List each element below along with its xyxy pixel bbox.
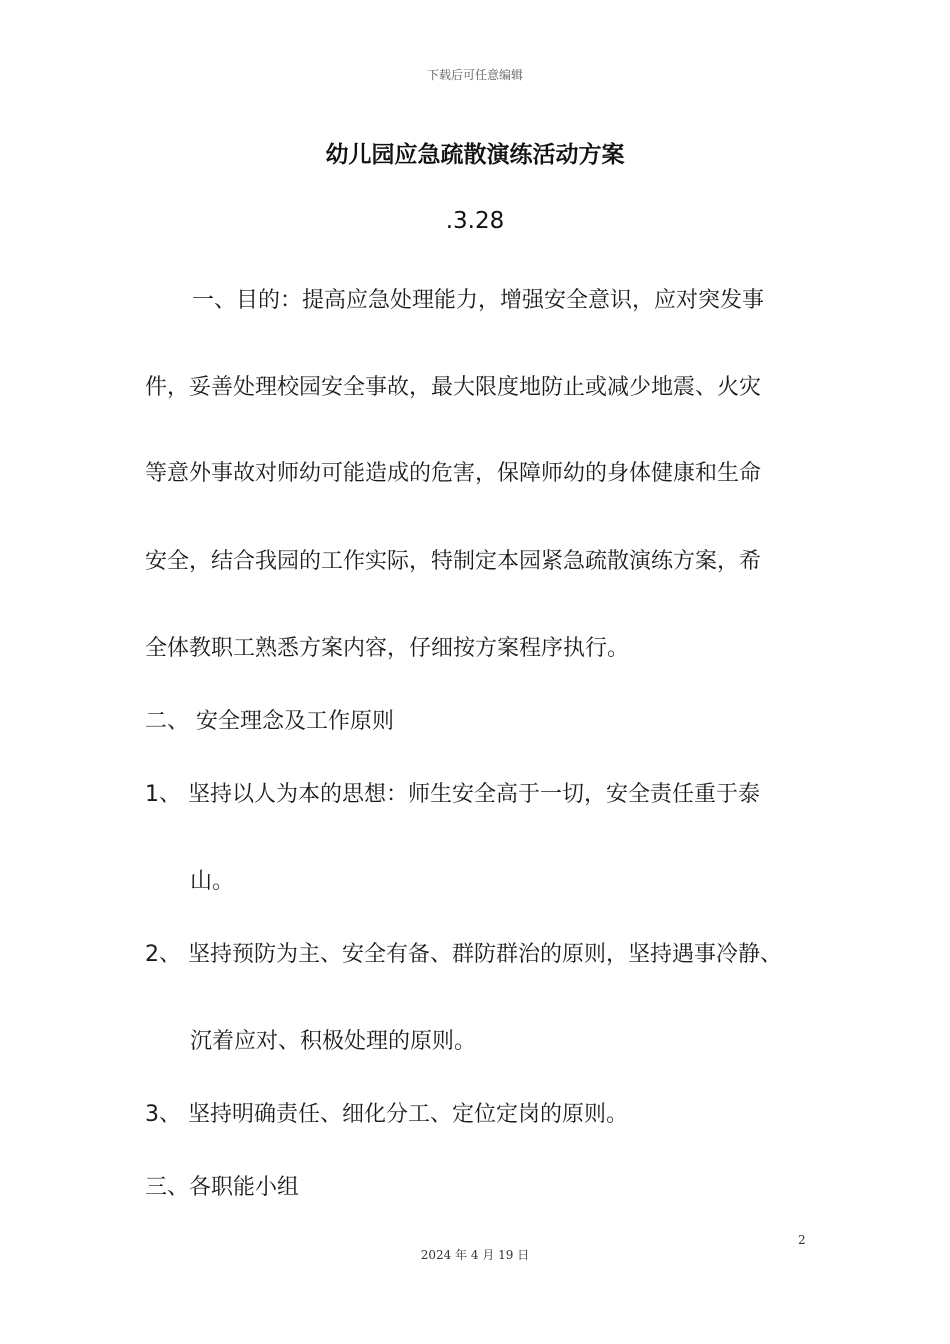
list-item: 3、 坚持明确责任、细化分工、定位定岗的原则。 bbox=[145, 1102, 628, 1127]
list-item: 2、 坚持预防为主、安全有备、群防群治的原则，坚持遇事冷静、 bbox=[145, 942, 782, 967]
paragraph-line: 全体教职工熟悉方案内容，仔细按方案程序执行。 bbox=[145, 636, 630, 661]
list-item: 1、 坚持以人为本的思想：师生安全高于一切，安全责任重于泰 bbox=[145, 782, 760, 807]
section-heading: 三、各职能小组 bbox=[145, 1175, 300, 1200]
paragraph-line: 安全，结合我园的工作实际，特制定本园紧急疏散演练方案，希 bbox=[145, 549, 762, 574]
paragraph-line: 件，妥善处理校园安全事故，最大限度地防止或减少地震、火灾 bbox=[145, 375, 762, 400]
footer-date: 2024 年 4 月 19 日 bbox=[420, 1248, 530, 1262]
document-date: .3.28 bbox=[445, 208, 505, 234]
paragraph-line: 一、目的：提高应急处理能力，增强安全意识，应对突发事 bbox=[192, 288, 765, 313]
document-title: 幼儿园应急疏散演练活动方案 bbox=[325, 142, 625, 168]
list-item-continuation: 山。 bbox=[190, 869, 235, 894]
list-item-continuation: 沉着应对、积极处理的原则。 bbox=[190, 1029, 477, 1054]
section-heading: 二、 安全理念及工作原则 bbox=[145, 709, 394, 734]
page-number: 2 bbox=[798, 1233, 806, 1247]
paragraph-line: 等意外事故对师幼可能造成的危害，保障师幼的身体健康和生命 bbox=[145, 461, 762, 486]
page-header-note: 下载后可任意编辑 bbox=[426, 68, 523, 82]
